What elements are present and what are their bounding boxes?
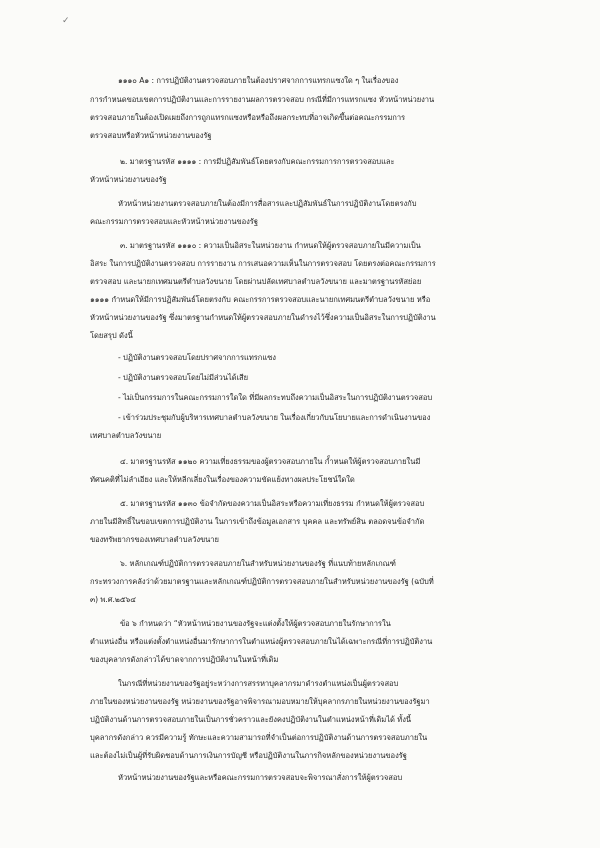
text-line: หัวหน้าหน่วยงานของรัฐ ซึ่งมาตรฐานกำหนดให้ผู้ตรวจสอบภายในดำรงไว้ซึ่งความเป็นอิสระในการปฏิบัติงาน	[90, 313, 436, 322]
text-line: ของบุคลากรดังกล่าวได้ขาดจากการปฏิบัติงานในหน้าที่เดิม	[90, 655, 279, 664]
text-line: ๓) พ.ศ.๒๕๖๔	[90, 595, 136, 604]
text-line: - ไม่เป็นกรรมการในคณะกรรมการใดใด ที่มีผลกระทบถึงความเป็นอิสระในการปฏิบัติงานตรวจสอบ	[118, 393, 433, 402]
text-line: ตำแหน่งอื่น หรือแต่งตั้งตำแหน่งอื่นมารักษาการในตำแหน่งผู้ตรวจสอบภายในได้เฉพาะกรณีที่การปฏิบัติงาน	[90, 637, 433, 646]
text-line: - ปฏิบัติงานตรวจสอบโดยไม่มีส่วนได้เสีย	[118, 373, 249, 382]
text-line: และต้องไม่เป็นผู้ที่รับผิดชอบด้านการเงินการบัญชี หรือปฏิบัติงานในภารกิจหลักของหน่วยงานของรัฐ	[90, 751, 407, 760]
text-line: โดยสรุป ดังนี้	[90, 331, 133, 340]
text-line: ตรวจสอบหรือหัวหน้าหน่วยงานของรัฐ	[90, 131, 212, 140]
corner-mark: ✓	[62, 16, 70, 26]
text-line: ๔. มาตรฐานรหัส ๑๑๒๐ ความเที่ยงธรรมของผู้ตรวจสอบภายใน ก็ำหนดให้ผู้ตรวจสอบภายในมี	[120, 457, 421, 466]
text-line: ปฏิบัติงานด้านการตรวจสอบภายในเป็นการชั่วคราวและยังคงปฏิบัติงานในตำแหน่งหน้าที่เดิมได้ ทั้งนี้	[90, 715, 411, 724]
text-line: หัวหน้าหน่วยงานของรัฐ	[90, 175, 167, 184]
text-line: หัวหน้าหน่วยงานของรัฐและหรือคณะกรรมการตรวจสอบจะพิจารณาสั่งการให้ผู้ตรวจสอบ	[118, 773, 403, 782]
text-line: ข้อ ๖ กำหนดว่า “หัวหน้าหน่วยงานของรัฐจะแต่งตั้งให้ผู้ตรวจสอบภายในรักษาการใน	[120, 619, 391, 628]
text-line: ในกรณีที่หน่วยงานของรัฐอยู่ระหว่างการสรรหาบุคลากรมาดำรงตำแหน่งเป็นผู้ตรวจสอบ	[118, 679, 399, 688]
text-line: - เข้าร่วมประชุมกับผู้บริหารเทศบาลตำบลวังขนาย ในเรื่องเกี่ยวกับนโยบายและการดำเนินงานของ	[118, 413, 431, 422]
text-line: หัวหน้าหน่วยงานตรวจสอบภายในต้องมีการสื่อสารและปฏิสัมพันธ์ในการปฏิบัติงานโดยตรงกับ	[118, 199, 417, 208]
text-line: - ปฏิบัติงานตรวจสอบโดยปราศจากการแทรกแซง	[118, 353, 276, 362]
text-line: ตรวจสอบ และนายกเทศมนตรีตำบลวังขนาย โดยผ่านปลัดเทศบาลตำบลวังขนาย และมาตรฐานรหัสย่อย	[90, 277, 422, 286]
text-line: ๑๑๑๐ A๑ : การปฏิบัติงานตรวจสอบภายในต้องปราศจากการแทรกแซงใด ๆ ในเรื่องของ	[118, 76, 399, 85]
text-line: ของทรัพยากรของเทศบาลตำบลวังขนาย	[90, 535, 219, 544]
text-line: อิสระ ในการปฏิบัติงานตรวจสอบ การรายงาน การเสนอความเห็นในการตรวจสอบ โดยตรงต่อคณะกรรมการ	[90, 259, 436, 268]
text-line: ภายในของหน่วยงานของรัฐ หน่วยงานของรัฐอาจพิจารณามอบหมายให้บุคลากรภายในหน่วยงานของรัฐมา	[90, 697, 430, 706]
text-line: กระทรวงการคลังว่าด้วยมาตรฐานและหลักเกณฑ์ปฏิบัติการตรวจสอบภายในสำหรับหน่วยงานของรัฐ (ฉบับที่	[90, 577, 434, 586]
text-line: ภายในมีสิทธิ์ในขอบเขตการปฏิบัติงาน ในการเข้าถึงข้อมูลเอกสาร บุคคล และทรัพย์สิน ตลอดจนข้อจำกัด	[90, 517, 425, 526]
text-line: เทศบาลตำบลวังขนาย	[90, 431, 162, 440]
text-line: ๒. มาตรฐานรหัส ๑๑๑๑ : การมีปฏิสัมพันธ์โดยตรงกับคณะกรรมการการตรวจสอบและ	[120, 157, 395, 166]
text-line: คณะกรรมการตรวจสอบและหัวหน้าหน่วยงานของรัฐ	[90, 217, 258, 226]
text-line: ๖. หลักเกณฑ์ปฏิบัติการตรวจสอบภายในสำหรับหน่วยงานของรัฐ ที่แนบท้ายหลักเกณฑ์	[120, 559, 396, 568]
text-line: บุคลากรดังกล่าว ควรมีความรู้ ทักษะและความสามารถที่จำเป็นต่อการปฏิบัติงานด้านการตรวจสอบภายใน	[90, 733, 428, 742]
text-line: ๕. มาตรฐานรหัส ๑๑๓๐ ข้อจำกัดของความเป็นอิสระหรือความเที่ยงธรรม กำหนดให้ผู้ตรวจสอบ	[120, 499, 425, 508]
text-line: ๓. มาตรฐานรหัส ๑๑๑๐ : ความเป็นอิสระในหน่วยงาน กำหนดให้ผู้ตรวจสอบภายในมีความเป็น	[120, 241, 421, 250]
text-line: การกำหนดขอบเขตการปฏิบัติงานและการรายงานผลการตรวจสอบ กรณีที่มีการแทรกแซง หัวหน้าหน่วยงาน	[90, 95, 435, 104]
text-line: ๑๑๑๑ กำหนดให้มีการปฏิสัมพันธ์โดยตรงกับ คณะกรรการตรวจสอบและนายกเทศมนตรีตำบลวังขนาย หรือ	[90, 295, 431, 304]
text-line: ตรวจสอบภายในต้องเปิดเผยถึงการถูกแทรกแซงหรือหรือถึงผลกระทบที่อาจเกิดขึ้นต่อคณะกรรมการ	[90, 113, 406, 122]
text-line: ทัศนคติที่ไม่ลำเอียง และให้หลีกเลี่ยงในเรื่องของความขัดแย้งทางผลประโยชน์ใดใด	[90, 475, 355, 484]
